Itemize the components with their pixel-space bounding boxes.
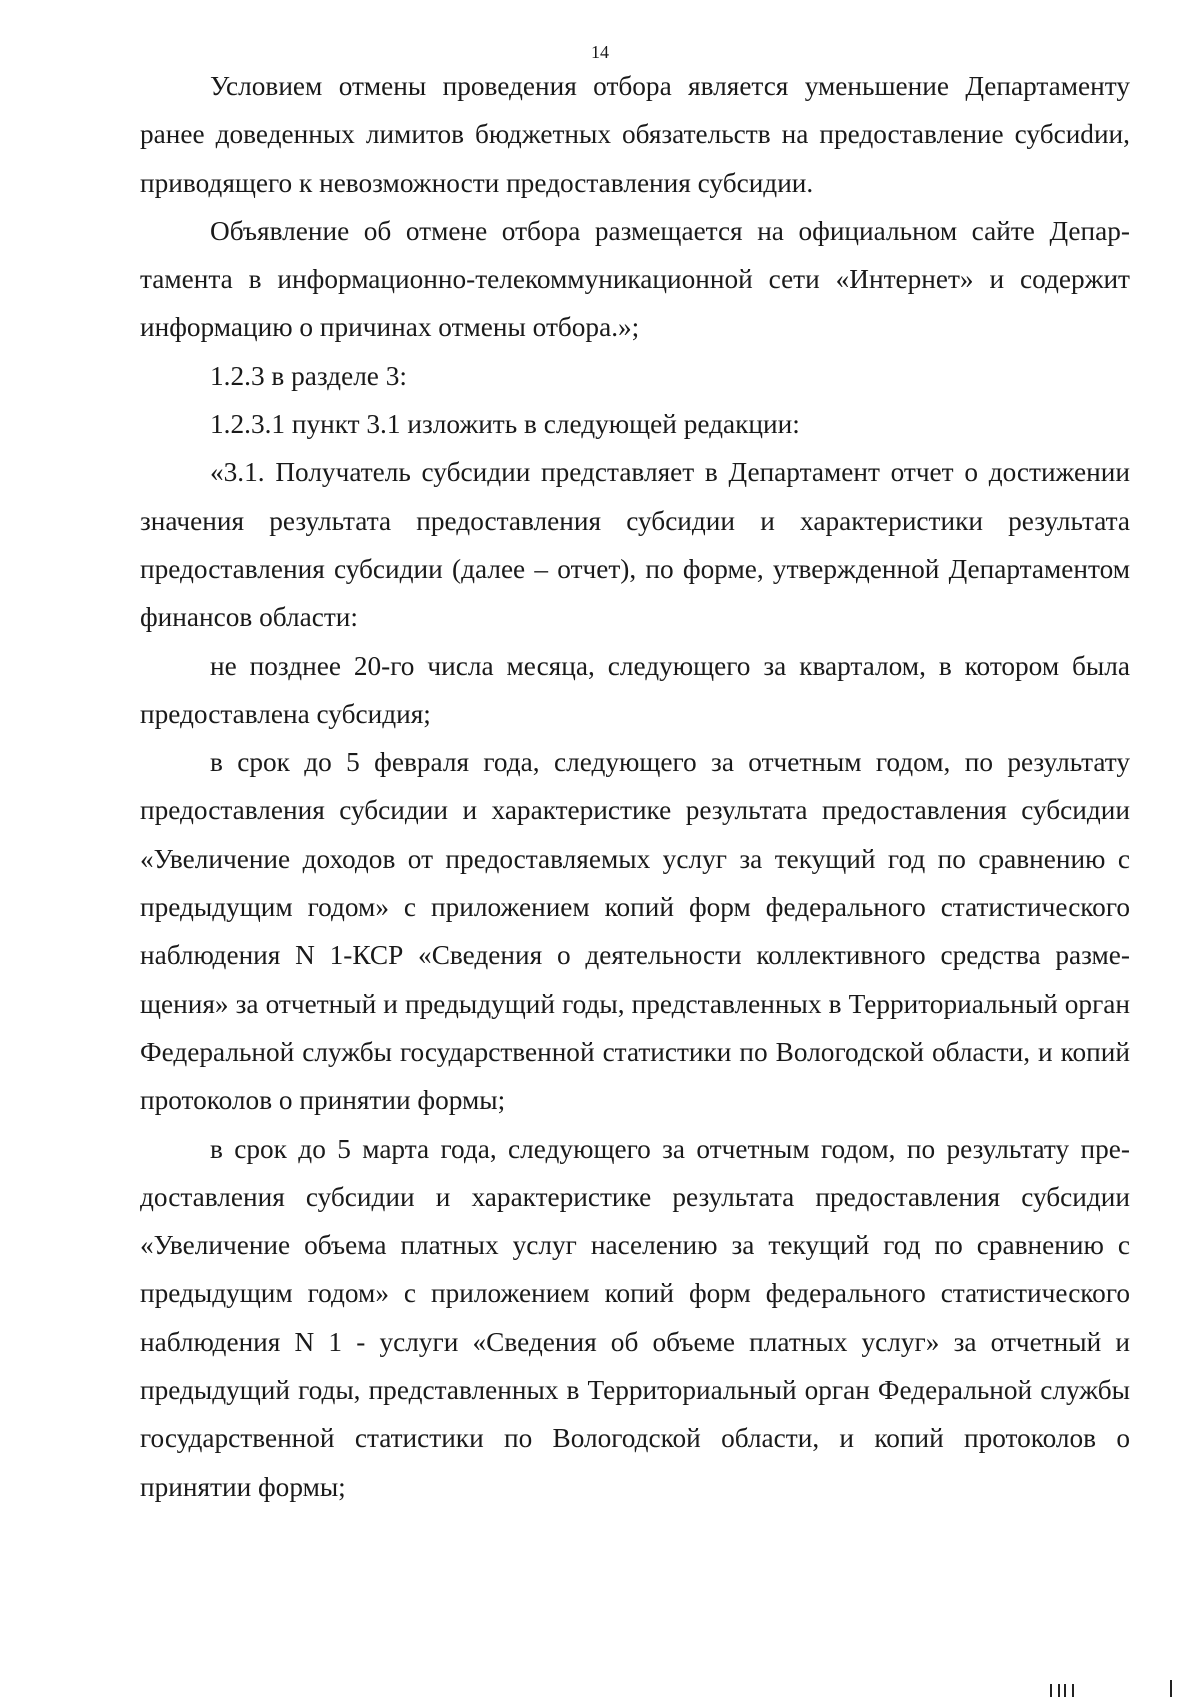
- paragraph-february-deadline: в срок до 5 февраля года, следующего за отчетным годом, по результату предоставления субсидии и характеристике результата предоставления субсидии «Увеличение доходов от предоставляемых услуг за текущий год по сравнению с предыдущим годом» с приложением копий форм федерального статистического наблюдения N 1-КСР «Сведения о деятельности коллективного средства размещения» за отчетный и предыдущий годы, представленных в Территориальный орган Федеральной службы государственной статистики по Вологодской области, и копий протоколов о принятии формы;: [140, 747, 1130, 1116]
- paragraph-clause-3-1-intro: 1.2.3.1 пункт 3.1 изложить в следующей редакции:: [210, 409, 800, 440]
- paragraph-cancellation-announcement: Объявление об отмене отбора размещается на официальном сайте Департамента в информационно-телекоммуникационной сети «Интернет» и содержит информацию о причинах отмены отбора.»;: [140, 215, 1130, 343]
- scan-mark: [1170, 1680, 1172, 1697]
- document-body: [140, 62, 1130, 1511]
- page-number: 14: [591, 42, 609, 62]
- scan-mark: [1058, 1684, 1060, 1697]
- paragraph-section-3-intro: 1.2.3 в разделе 3:: [210, 360, 407, 391]
- paragraph-march-deadline: в срок до 5 марта года, следующего за отчетным годом, по результату предоставления субсидии и характеристике результата предоставления субсидии «Увеличение объема платных услуг населению за текущий год по сравнению с предыдущим годом» с приложением копий форм федерального статистического наблюдения N 1 - услуги «Сведения об объеме платных услуг» за отчетный и предыдущий годы, представленных в Территориальный орган Федеральной службы государственной статистики по Вологодской области, и копий протоколов о принятии формы;: [140, 1133, 1130, 1502]
- paragraph-quarterly-deadline: не позднее 20-го числа месяца, следующего за кварталом, в котором была предоставлена субсидия;: [140, 650, 1130, 729]
- paragraph-cancellation-condition: Условием отмены проведения отбора является уменьшение Департаменту ранее доведенных лимитов бюджетных обязательств на предоставление субсиdии, приводящего к невозможности предоставления субсидии.: [140, 71, 1130, 198]
- scan-mark: [1050, 1684, 1052, 1697]
- paragraph-clause-3-1-text: «3.1. Получатель субсидии представляет в Департамент отчет о достижении значения результата предоставления субсидии и характеристики результата предоставления субсидии (далее – отчет), по форме, утвержденной Департаментом финансов области:: [140, 457, 1130, 633]
- scan-mark: [1072, 1684, 1074, 1697]
- scan-mark: [1064, 1684, 1066, 1697]
